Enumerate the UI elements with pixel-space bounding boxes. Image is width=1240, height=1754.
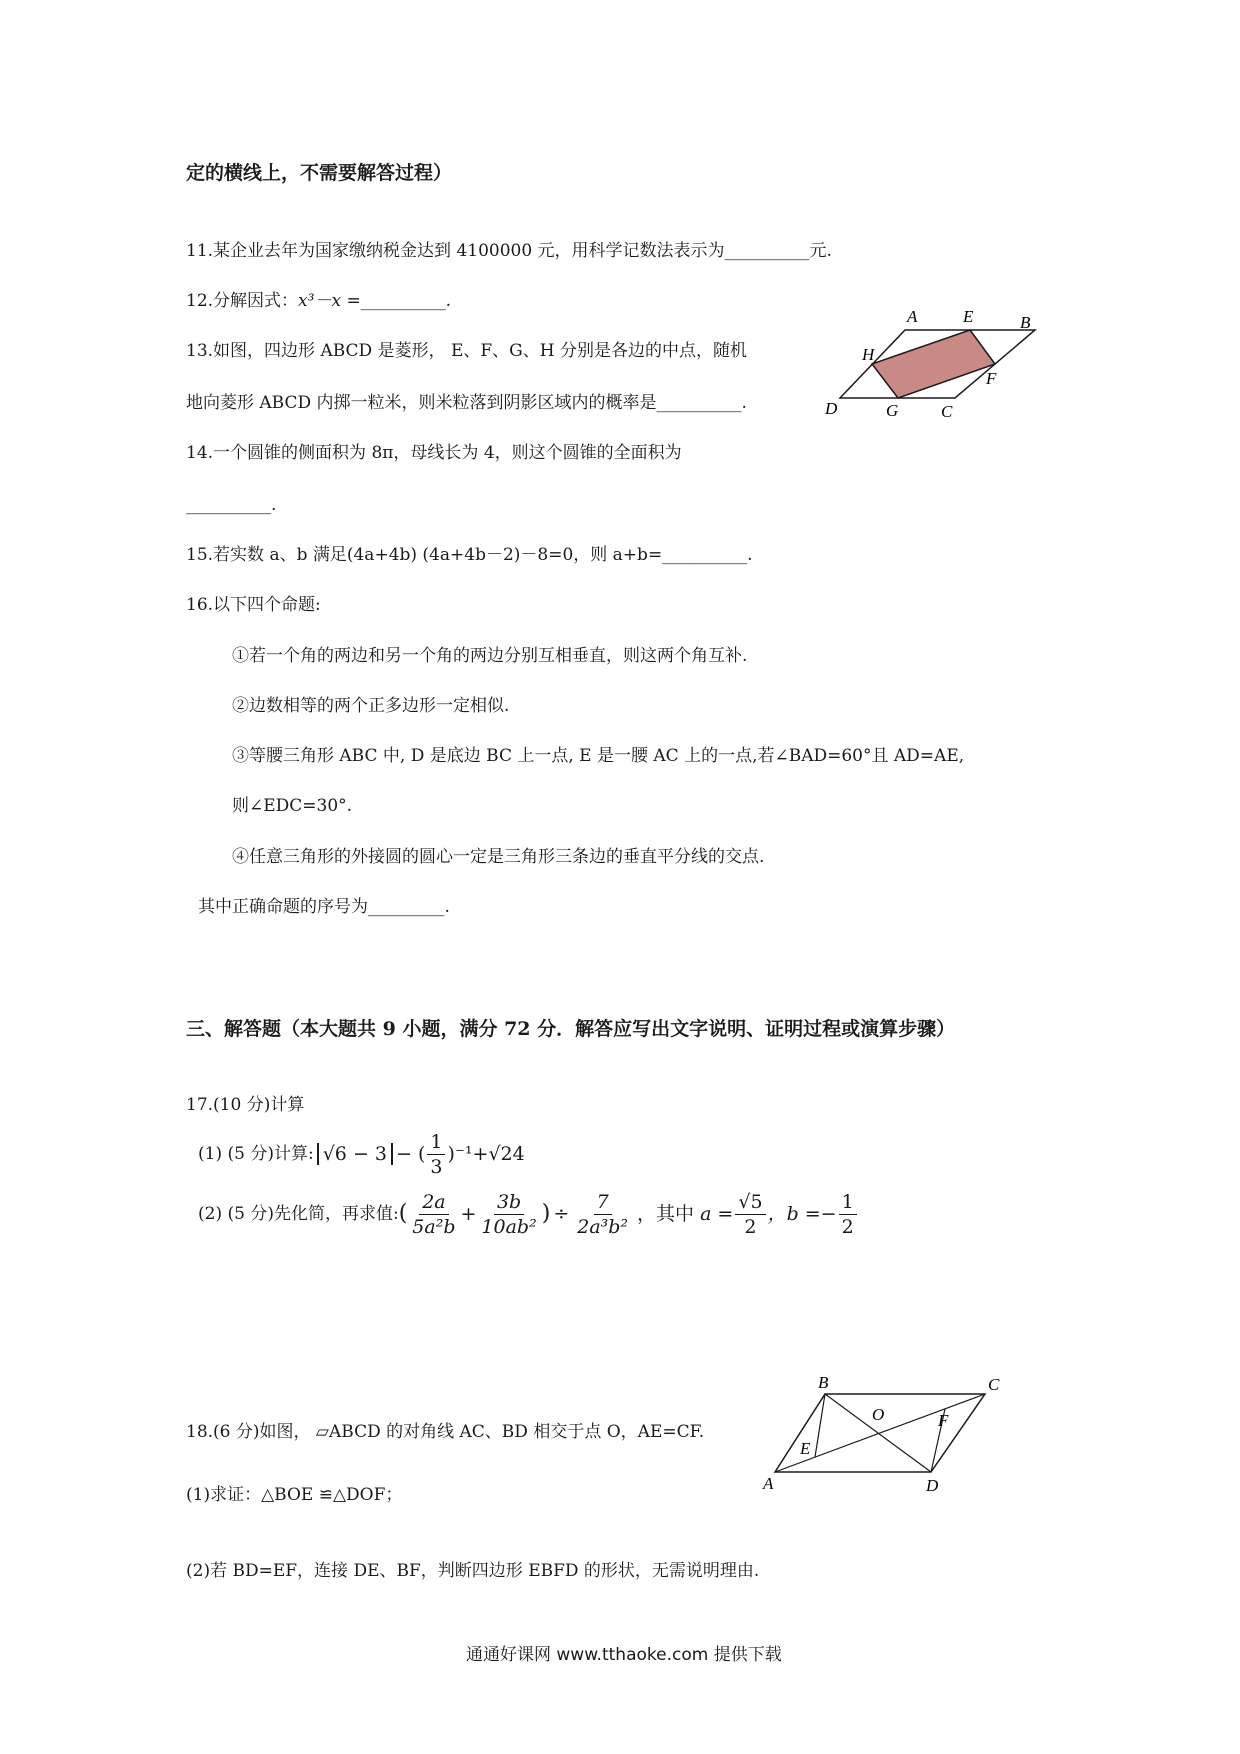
label-F: F [938, 1411, 949, 1430]
where-text: ，其中 [637, 1203, 695, 1225]
label-H: H [862, 345, 875, 364]
question-15: 15.若实数 a、b 满足(4a+4b) (4a+4b－2)－8=0，则 a+b=__________. [186, 545, 753, 565]
open-paren: ( [398, 1201, 408, 1226]
label-G: G [886, 401, 899, 420]
fraction-denominator: 3 [430, 1155, 443, 1178]
fraction-numerator: 3b [494, 1190, 524, 1215]
absolute-value-expression: √6 − 3 [317, 1143, 393, 1165]
q17-1-minus: − ( [396, 1143, 426, 1165]
question-17-part-1 [198, 1128, 525, 1180]
fraction-one-third [427, 1130, 445, 1179]
section-instruction-tail: 定的横线上，不需要解答过程） [186, 162, 453, 184]
fraction-numerator: 1 [839, 1190, 857, 1215]
shaded-efgh [872, 330, 995, 398]
close-paren: ) [541, 1201, 551, 1226]
label-O: O [872, 1405, 885, 1424]
question-12 [186, 290, 451, 312]
parallelogram-figure [755, 1372, 1015, 1512]
proposition-3-conclusion: 则∠EDC=30°. [232, 796, 353, 816]
label-B: B [818, 1373, 829, 1392]
fraction-numerator: 7 [594, 1190, 612, 1215]
fraction-numerator: 1 [427, 1130, 445, 1155]
q17-1-plus-root: +√24 [472, 1143, 525, 1165]
label-A: A [907, 307, 918, 326]
b-equals: ，b =− [767, 1203, 837, 1225]
fraction-denominator: 10ab² [481, 1215, 537, 1238]
question-16-answer: 其中正确命题的序号为_________. [198, 897, 450, 917]
fraction-2a-over-5a2b [409, 1190, 458, 1239]
label-E: E [963, 307, 974, 326]
question-11: 11.某企业去年为国家缴纳税金达到 4100000 元，用科学记数法表示为__________元. [186, 241, 832, 261]
q17-1-prefix: (1) (5 分)计算: [198, 1144, 314, 1164]
rhombus-figure [810, 300, 1050, 430]
fraction-a-value [735, 1190, 765, 1239]
fraction-3b-over-10ab2 [478, 1190, 539, 1239]
question-14-line-2: __________. [186, 495, 277, 515]
question-14-line-1: 14.一个圆锥的侧面积为 8π，母线长为 4，则这个圆锥的全面积为 [186, 443, 682, 463]
question-17-title: 17.(10 分)计算 [186, 1095, 305, 1115]
label-C: C [988, 1375, 1000, 1394]
fraction-b-value [839, 1190, 857, 1239]
question-12-expression: x³－x =__________. [298, 291, 452, 311]
question-13-line-2: 地向菱形 ABCD 内掷一粒米，则米粒落到阴影区域内的概率是__________. [186, 393, 747, 413]
q17-1-exponent: )⁻¹ [447, 1143, 473, 1165]
question-16-title: 16.以下四个命题: [186, 595, 321, 615]
fraction-denominator: 2 [841, 1215, 854, 1238]
proposition-3: ③等腰三角形 ABC 中, D 是底边 BC 上一点, E 是一腰 AC 上的一点,若∠BAD=60°且 AD=AE, [232, 746, 965, 766]
question-18-part-1: (1)求证：△BOE ≌△DOF； [186, 1485, 403, 1505]
fraction-denominator: 2 [744, 1215, 757, 1238]
label-F: F [986, 369, 997, 388]
plus-sign: + [460, 1203, 477, 1225]
proposition-1: ①若一个角的两边和另一个角的两边分别互相垂直，则这两个角互补. [232, 646, 748, 666]
fraction-numerator: √5 [735, 1190, 765, 1215]
fraction-numerator: 2a [419, 1190, 448, 1215]
q17-2-prefix: (2) (5 分)先化简，再求值: [198, 1204, 399, 1224]
segment-be [815, 1394, 825, 1457]
label-C: C [941, 402, 953, 421]
a-equals: a = [700, 1203, 734, 1225]
divide-sign: ÷ [553, 1203, 570, 1225]
question-12-prefix: 12.分解因式： [186, 291, 299, 311]
label-E: E [800, 1439, 811, 1458]
fraction-7-over-2a3b2 [574, 1190, 631, 1239]
question-13-line-1: 13.如图，四边形 ABCD 是菱形， E、F、G、H 分别是各边的中点，随机 [186, 341, 747, 361]
label-B: B [1020, 313, 1031, 332]
fraction-denominator: 2a³b² [577, 1215, 629, 1238]
proposition-2: ②边数相等的两个正多边形一定相似. [232, 696, 510, 716]
label-D: D [825, 399, 838, 418]
section-3-title: 三、解答题（本大题共 9 小题，满分 72 分．解答应写出文字说明、证明过程或演算步骤） [186, 1018, 956, 1040]
question-18-part-2: (2)若 BD=EF，连接 DE、BF，判断四边形 EBFD 的形状，无需说明理由. [186, 1561, 760, 1581]
question-18: 18.(6 分)如图， ▱ABCD 的对角线 AC、BD 相交于点 O，AE=CF. [186, 1422, 705, 1442]
label-A: A [763, 1474, 774, 1493]
question-17-part-2 [198, 1184, 859, 1244]
fraction-denominator: 5a²b [412, 1215, 456, 1238]
label-D: D [926, 1476, 939, 1495]
footer-source: 通通好课网 www.tthaoke.com 提供下载 [466, 1645, 782, 1665]
proposition-4: ④任意三角形的外接圆的圆心一定是三角形三条边的垂直平分线的交点. [232, 847, 765, 867]
